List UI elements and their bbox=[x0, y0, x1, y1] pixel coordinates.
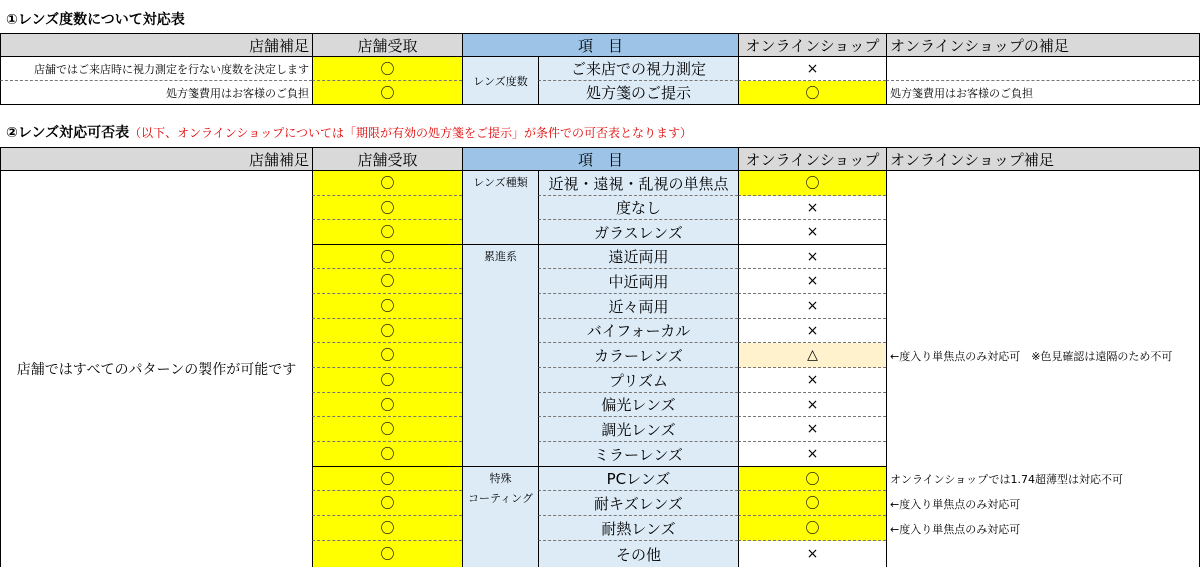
section2-row-online: × bbox=[738, 319, 886, 343]
section2-row-store: 〇 bbox=[312, 417, 462, 442]
section1-row-item: 処方箋のご提示 bbox=[538, 81, 738, 105]
section2-row-online-note: オンラインショップでは1.74超薄型は対応不可 bbox=[890, 473, 1123, 486]
section2-title-line bbox=[6, 123, 692, 143]
section2-row-item: 偏光レンズ bbox=[538, 393, 738, 417]
section2-row-item: 度なし bbox=[538, 196, 738, 220]
section1-category: レンズ度数 bbox=[462, 57, 538, 105]
section2-category-progressive: 累進系 bbox=[462, 245, 538, 467]
section2-row-store: 〇 bbox=[312, 319, 462, 343]
section2-row-online: × bbox=[738, 417, 886, 442]
section2-row-item: 遠近両用 bbox=[538, 245, 738, 269]
section2-row-store: 〇 bbox=[312, 368, 462, 393]
section1-row-store-note: 処方箋費用はお客様のご負担 bbox=[0, 81, 312, 105]
header-online: オンラインショップ bbox=[738, 147, 886, 171]
section2-title: ②レンズ対応可否表 bbox=[6, 125, 130, 141]
section2-row-item: 耐熱レンズ bbox=[538, 516, 738, 541]
header-online-note: オンラインショップの補足 bbox=[886, 33, 1200, 57]
section1-row-store: 〇 bbox=[312, 57, 462, 81]
section2-row-online: × bbox=[738, 196, 886, 220]
section2-row-online-note: ←度入り単焦点のみ対応可 ※色見確認は遠隔のため不可 bbox=[890, 349, 1173, 363]
section2-row-online: 〇 bbox=[738, 171, 886, 196]
section2-row-item: 耐キズレンズ bbox=[538, 491, 738, 516]
section1-row-store: 〇 bbox=[312, 81, 462, 105]
header-store-note: 店舗補足 bbox=[0, 147, 312, 171]
header-item: 項 目 bbox=[462, 33, 738, 57]
section2-category-lens-type: レンズ種類 bbox=[462, 171, 538, 245]
section1-row-online: 〇 bbox=[738, 81, 886, 105]
section2-row-item: プリズム bbox=[538, 368, 738, 393]
section2-store-note: 店舗ではすべてのパターンの製作が可能です bbox=[0, 171, 312, 567]
section2-row-online: × bbox=[738, 442, 886, 467]
section2-row-online: × bbox=[738, 541, 886, 567]
section2-row-store: 〇 bbox=[312, 220, 462, 245]
section2-row-item: バイフォーカル bbox=[538, 319, 738, 343]
section2-row-online: × bbox=[738, 294, 886, 319]
section2-row-online: 〇 bbox=[738, 491, 886, 516]
section2-row-online-note: ←度入り単焦点のみ対応可 bbox=[890, 497, 1021, 511]
section1-row-item: ご来店での視力測定 bbox=[538, 57, 738, 81]
section2-row-store: 〇 bbox=[312, 196, 462, 220]
section2-row-item: ガラスレンズ bbox=[538, 220, 738, 245]
section2-row-item: カラーレンズ bbox=[538, 343, 738, 368]
section2-row-store: 〇 bbox=[312, 491, 462, 516]
section2-category-coating: 特殊 コーティング bbox=[462, 467, 538, 567]
section1-row-online-note bbox=[886, 57, 1200, 81]
section2-row-item: 近々両用 bbox=[538, 294, 738, 319]
section2-note: （以下、オンラインショップについては「期限が有効の処方箋をご提示」が条件での可否表となります） bbox=[129, 126, 692, 140]
section2-row-store: 〇 bbox=[312, 245, 462, 269]
section2-row-online: × bbox=[738, 368, 886, 393]
section2-row-item: 近視・遠視・乱視の単焦点 bbox=[538, 171, 738, 196]
section2-row-store: 〇 bbox=[312, 171, 462, 196]
header-store-note: 店舗補足 bbox=[0, 33, 312, 57]
section2-row-store: 〇 bbox=[312, 442, 462, 467]
header-online: オンラインショップ bbox=[738, 33, 886, 57]
section2-row-store: 〇 bbox=[312, 269, 462, 294]
section2-row-online-note: ←度入り単焦点のみ対応可 bbox=[890, 522, 1021, 536]
section2-row-store: 〇 bbox=[312, 516, 462, 541]
section1-row-online-note: 処方箋費用はお客様のご負担 bbox=[886, 81, 1200, 105]
section2-row-item: 調光レンズ bbox=[538, 417, 738, 442]
section2-row-store: 〇 bbox=[312, 467, 462, 491]
section2-row-online: △ bbox=[738, 343, 886, 368]
section2-row-item: その他 bbox=[538, 541, 738, 567]
header-online-note: オンラインショップ補足 bbox=[886, 147, 1200, 171]
section1-title: ①レンズ度数について対応表 bbox=[6, 12, 185, 28]
section2-row-item: ミラーレンズ bbox=[538, 442, 738, 467]
section2-row-online: × bbox=[738, 220, 886, 245]
section2-row-store: 〇 bbox=[312, 393, 462, 417]
section2-row-store: 〇 bbox=[312, 343, 462, 368]
header-store-pickup: 店舗受取 bbox=[312, 33, 462, 57]
section2-row-store: 〇 bbox=[312, 541, 462, 567]
section2-row-online: 〇 bbox=[738, 516, 886, 541]
header-item: 項 目 bbox=[462, 147, 738, 171]
header-store-pickup: 店舗受取 bbox=[312, 147, 462, 171]
section2-row-item: 中近両用 bbox=[538, 269, 738, 294]
section1-row-online: × bbox=[738, 57, 886, 81]
section2-row-online: 〇 bbox=[738, 467, 886, 491]
section2-row-item: PCレンズ bbox=[538, 467, 738, 491]
section2-row-online: × bbox=[738, 245, 886, 269]
section2-row-online: × bbox=[738, 393, 886, 417]
section2-row-store: 〇 bbox=[312, 294, 462, 319]
section1-row-store-note: 店舗ではご来店時に視力測定を行ない度数を決定します bbox=[0, 57, 312, 81]
section2-row-online: × bbox=[738, 269, 886, 294]
